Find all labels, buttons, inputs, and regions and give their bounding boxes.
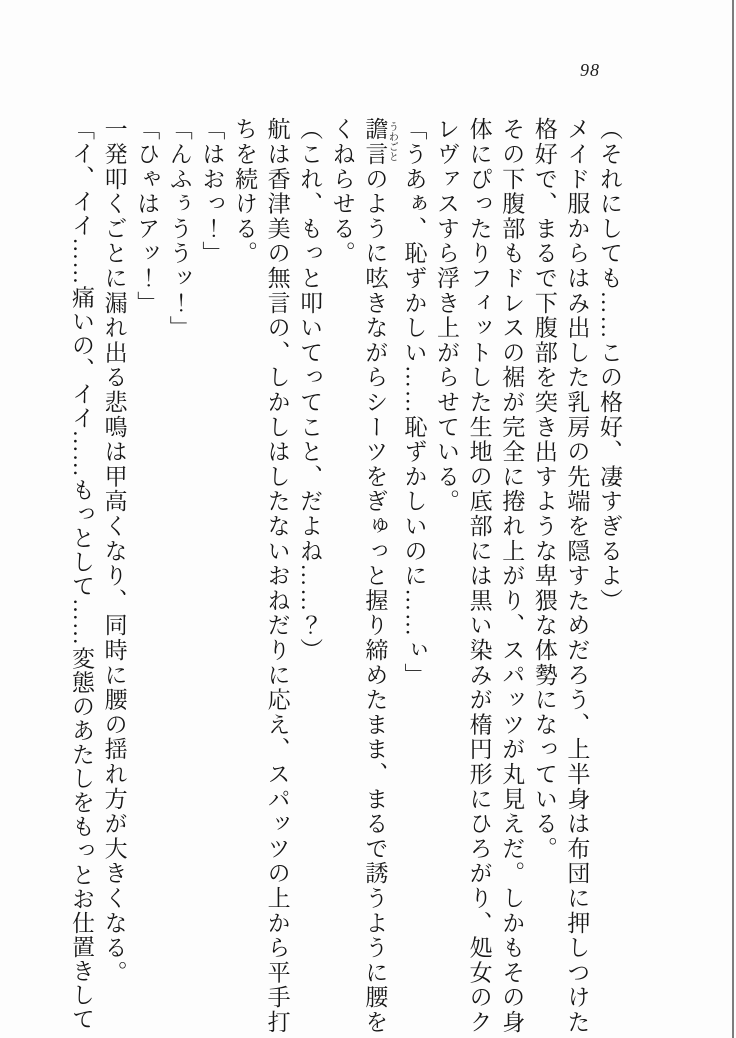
- paragraph: （それにしても……この格好、凄すぎるよ）: [597, 117, 622, 613]
- paragraph: 「うあぁ、恥ずかしい……恥ずかしいのに……ぃ」: [401, 117, 427, 688]
- paragraph: 「ひゃはアッ！」: [134, 117, 160, 316]
- paragraph: 「イ、イイ……痛いの、イイ……もっとして……変態のあたしをもっとお仕置きして: [69, 117, 94, 1031]
- paragraph: 「はおっ！」: [199, 117, 225, 266]
- vertical-text-block: [64, 117, 625, 1035]
- furigana: うわごと: [386, 117, 398, 167]
- paragraph: （これ、もっと叩いてってこと、だよね……？）: [297, 117, 323, 663]
- paragraph: メイド服からはみ出した乳房の先端を隠すためだろう、上半身は布団に押しつけた格好で、まるで下腹部を突き出すような卑猥な体勢になっている。: [531, 117, 590, 1035]
- paragraph: 一発叩くごとに漏れ出る悲鳴は甲高くなり、同時に腰の揺れ方が大きくなる。: [101, 117, 127, 985]
- page-edge-line: [732, 0, 734, 1038]
- page-number: 98: [580, 60, 600, 80]
- paragraph: その下腹部もドレスの裾が完全に捲れ上がり、スパッツが丸見えだ。しかもその身体にぴったりフィットした生地の底部には黒い染みが楕円形にひろがり、処女のクレヴァスすら浮き上がらせている。: [434, 117, 525, 1035]
- paragraph: 「んふぅううッ！」: [166, 117, 192, 341]
- paragraph: 航は香津美の無言の、しかしはしたないおねだりに応え、スパッツの上から平手打ちを続ける。: [231, 117, 290, 1035]
- ruby-annotated-word: 譫言 うわごと: [362, 117, 398, 167]
- paragraph: 譫言 うわごとのように呟きながらシーツをぎゅっと握り締めたまま、まるで誘うように腰をくねらせる。: [329, 117, 398, 1035]
